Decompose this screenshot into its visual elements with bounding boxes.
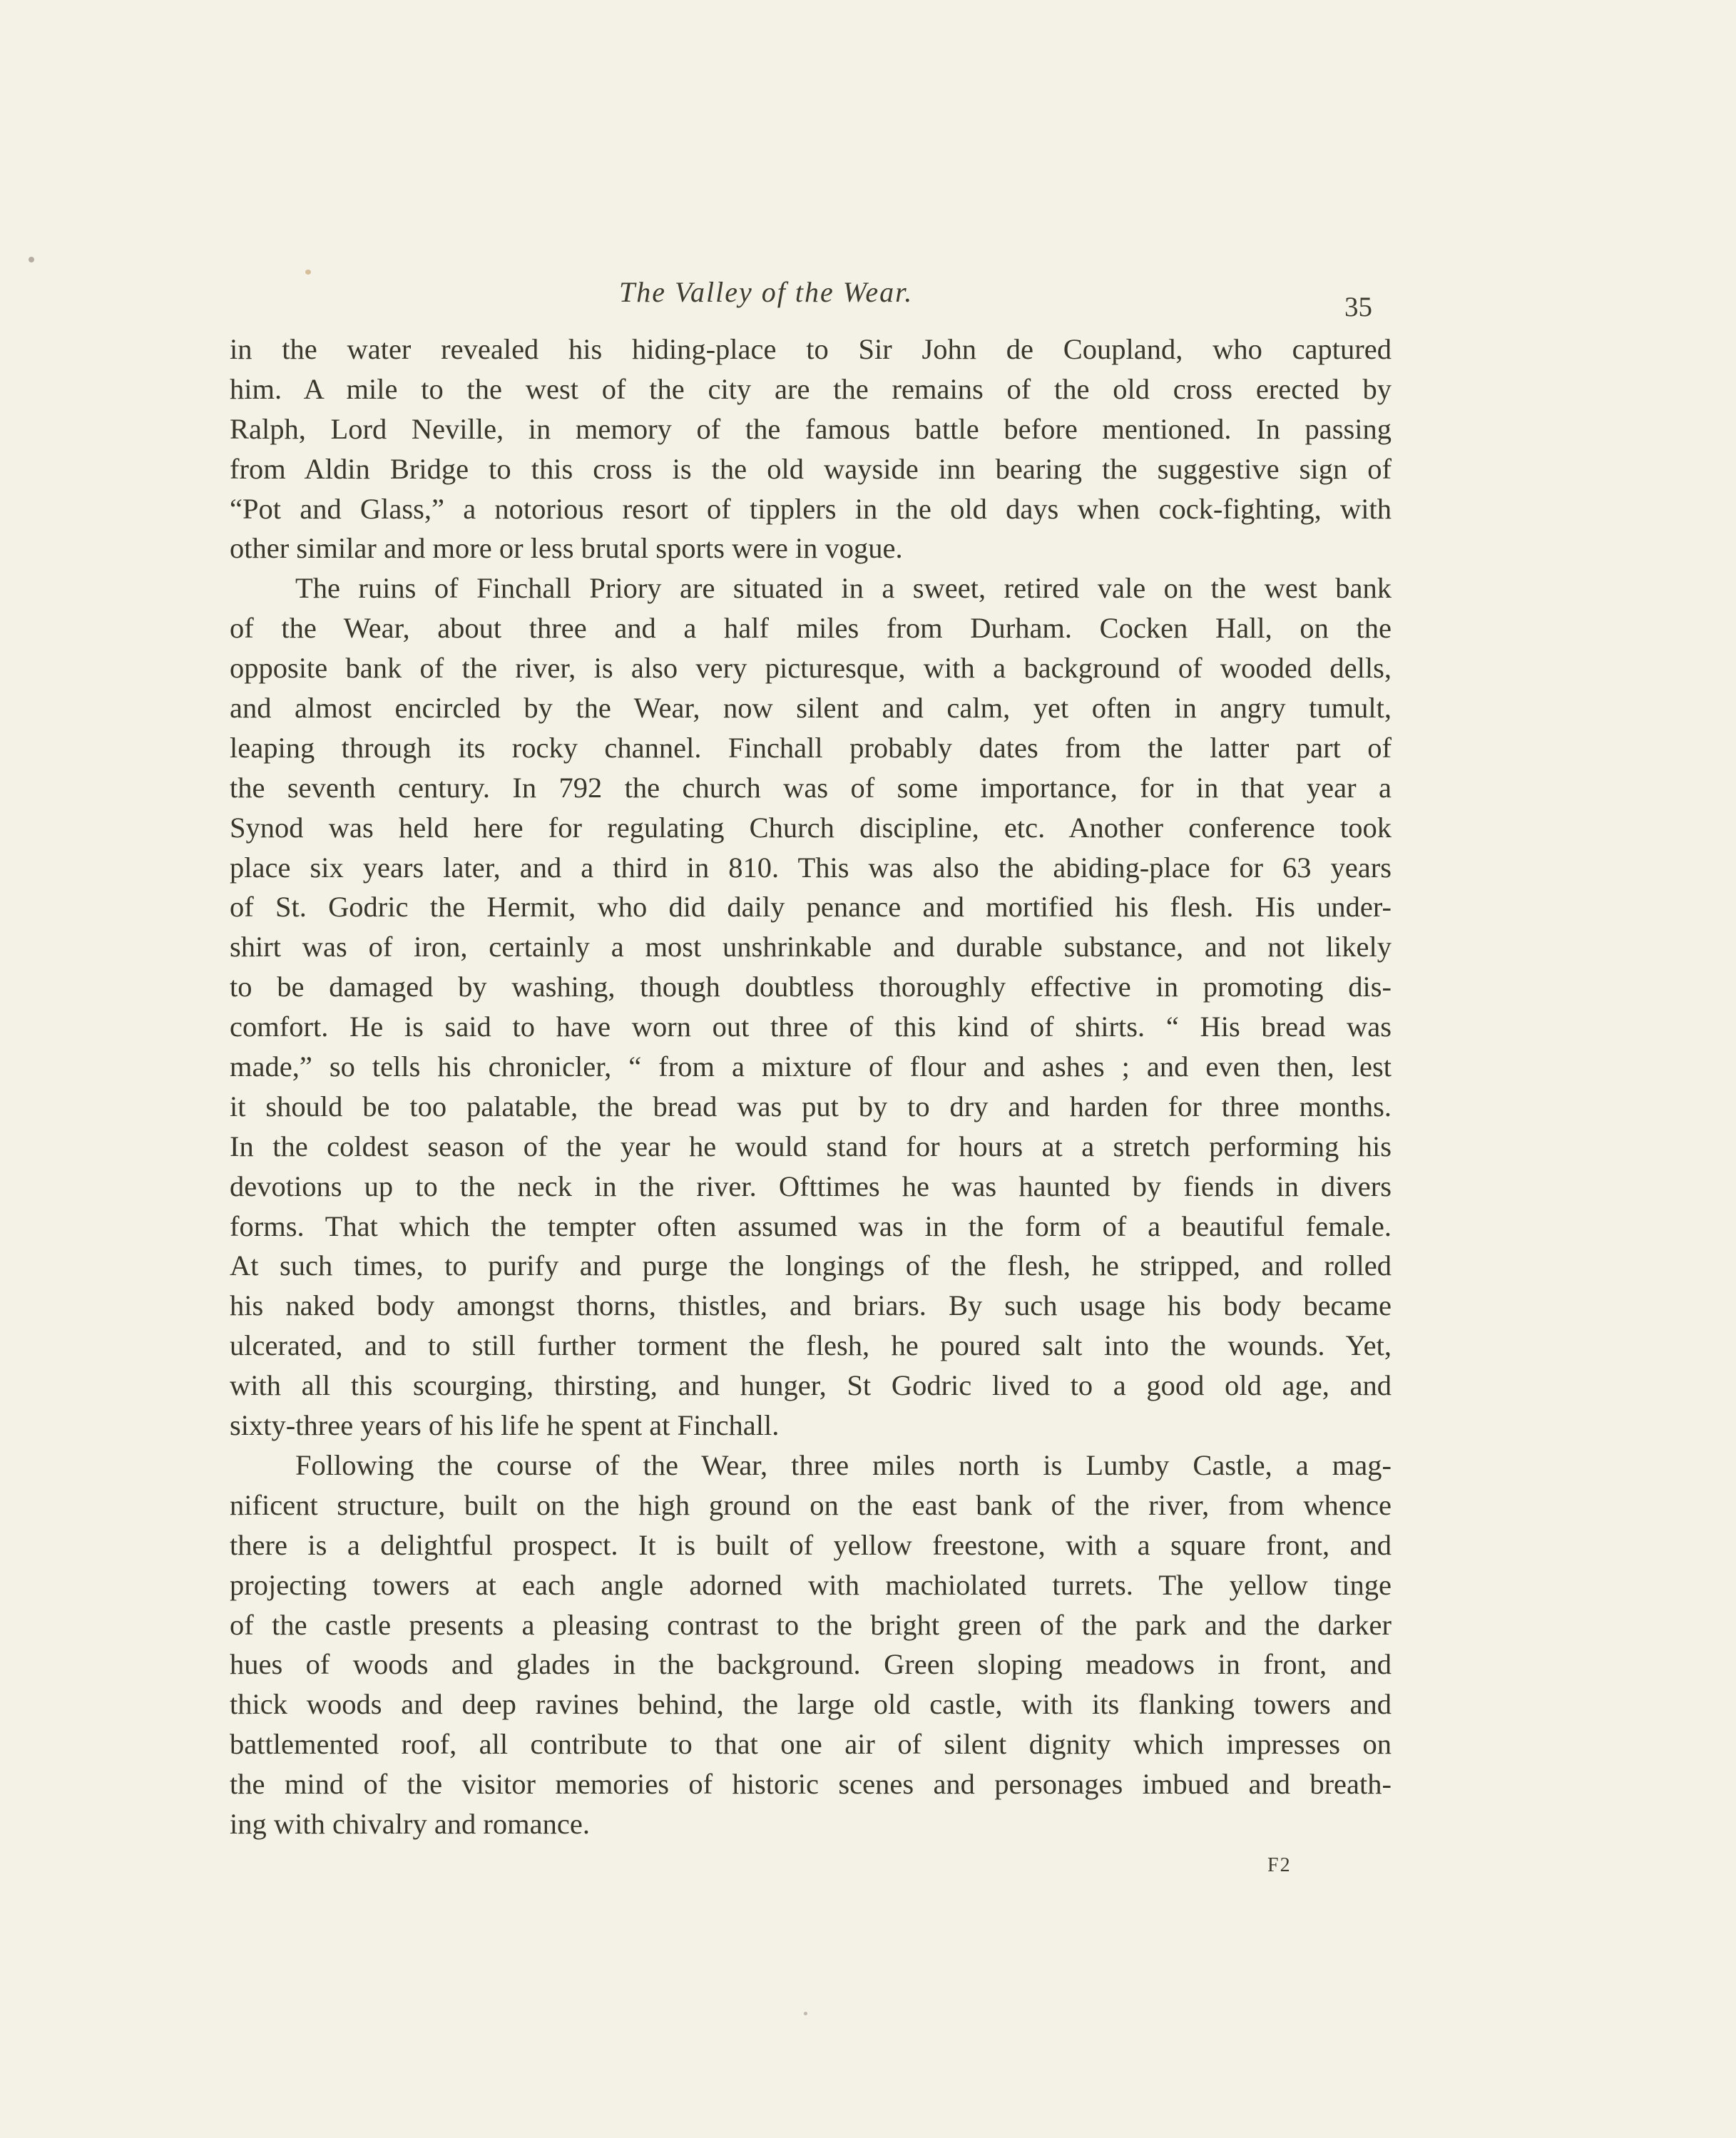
text-line: shirt was of iron, certainly a most unshrinkable and durable substance, and not likely: [230, 931, 1392, 963]
signature-mark: F2: [1267, 1854, 1292, 1876]
text-line: At such times, to purify and purge the longings of the flesh, he stripped, and rolled: [230, 1249, 1392, 1282]
text-line: to be damaged by washing, though doubtless thoroughly effective in promoting dis-: [230, 971, 1392, 1003]
text-line: forms. That which the tempter often assumed was in the form of a beautiful female.: [230, 1209, 1392, 1242]
text-line: place six years later, and a third in 810. This was also the abiding-place for 63 years: [230, 851, 1392, 884]
text-line: Following the course of the Wear, three miles north is Lumby Castle, a mag-: [295, 1448, 1392, 1481]
text-line: Ralph, Lord Neville, in memory of the famous battle before mentioned. In passing: [230, 412, 1392, 445]
text-line: opposite bank of the river, is also very picturesque, with a background of wooded dells,: [230, 652, 1392, 685]
text-line: with all this scourging, thirsting, and hunger, St Godric lived to a good old age, and: [230, 1369, 1392, 1402]
text-line: of the Wear, about three and a half miles from Durham. Cocken Hall, on the: [230, 612, 1392, 645]
text-line: sixty-three years of his life he spent at Finchall.: [230, 1409, 780, 1442]
text-line: hues of woods and glades in the background. Green sloping meadows in front, and: [230, 1648, 1392, 1681]
text-line: of St. Godric the Hermit, who did daily penance and mortified his flesh. His under-: [230, 891, 1392, 924]
text-line: there is a delightful prospect. It is built of yellow freestone, with a square front, and: [230, 1528, 1392, 1561]
text-line: him. A mile to the west of the city are the remains of the old cross erected by: [230, 372, 1392, 405]
text-line: Synod was held here for regulating Church discipline, etc. Another conference took: [230, 811, 1392, 844]
running-title: The Valley of the Wear.: [619, 276, 914, 308]
text-line: ing with chivalry and romance.: [230, 1807, 590, 1840]
text-line: “Pot and Glass,” a notorious resort of tipplers in the old days when cock-fighting, with: [230, 492, 1392, 525]
text-line: his naked body amongst thorns, thistles, and briars. By such usage his body became: [230, 1289, 1392, 1322]
text-line: devotions up to the neck in the river. Ofttimes he was haunted by fiends in divers: [230, 1170, 1392, 1202]
body-text: [230, 329, 1392, 1844]
paragraph: [230, 1446, 1392, 1844]
text-line: the mind of the visitor memories of historic scenes and personages imbued and breath-: [230, 1768, 1392, 1801]
text-line: leaping through its rocky channel. Finchall probably dates from the latter part of: [230, 731, 1392, 764]
paper-speck: [29, 257, 34, 262]
running-head: [0, 275, 1736, 322]
text-line: it should be too palatable, the bread was put by to dry and harden for three months.: [230, 1090, 1392, 1122]
text-line: in the water revealed his hiding-place to Sir John de Coupland, who captured: [230, 333, 1392, 365]
text-line: and almost encircled by the Wear, now silent and calm, yet often in angry tumult,: [230, 692, 1392, 725]
paper-speck: [305, 270, 311, 275]
paper-speck: [804, 2012, 807, 2015]
text-line: In the coldest season of the year he would stand for hours at a stretch performing his: [230, 1130, 1392, 1162]
text-line: the seventh century. In 792 the church was of some importance, for in that year a: [230, 771, 1392, 804]
paragraph: [230, 568, 1392, 1446]
text-line: nificent structure, built on the high ground on the east bank of the river, from whence: [230, 1488, 1392, 1521]
text-line: of the castle presents a pleasing contrast to the bright green of the park and the darker: [230, 1608, 1392, 1641]
text-line: from Aldin Bridge to this cross is the old wayside inn bearing the suggestive sign of: [230, 452, 1392, 485]
text-line: The ruins of Finchall Priory are situated in a sweet, retired vale on the west bank: [295, 572, 1392, 605]
text-line: comfort. He is said to have worn out three of this kind of shirts. “ His bread was: [230, 1011, 1392, 1043]
paragraph: [230, 329, 1392, 568]
text-line: other similar and more or less brutal sports were in vogue.: [230, 532, 903, 565]
text-line: made,” so tells his chronicler, “ from a mixture of flour and ashes ; and even then, lest: [230, 1050, 1392, 1083]
page-number: 35: [1344, 292, 1372, 322]
text-line: ulcerated, and to still further torment the flesh, he poured salt into the wounds. Yet,: [230, 1329, 1392, 1362]
text-line: thick woods and deep ravines behind, the large old castle, with its flanking towers and: [230, 1688, 1392, 1721]
text-line: battlemented roof, all contribute to that one air of silent dignity which impresses on: [230, 1728, 1392, 1761]
text-line: projecting towers at each angle adorned with machiolated turrets. The yellow tinge: [230, 1568, 1392, 1601]
